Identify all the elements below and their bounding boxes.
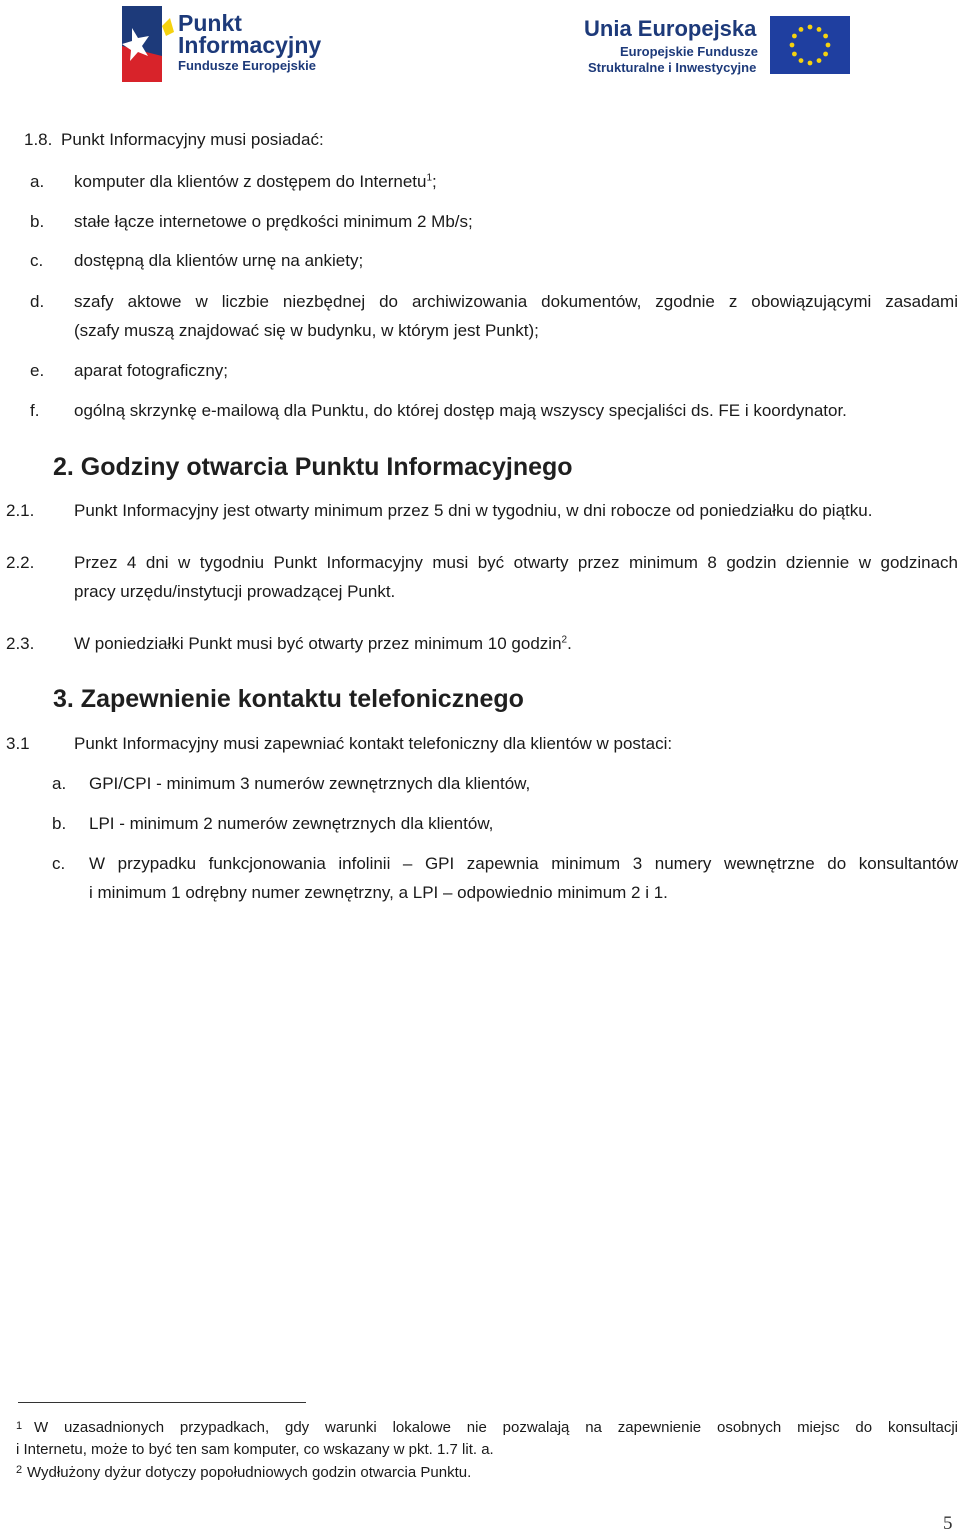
list-item: aparat fotograficzny; bbox=[74, 361, 229, 380]
item-letter: c. bbox=[30, 251, 44, 270]
section-1-8-text: Punkt Informacyjny musi posiadać: bbox=[61, 130, 324, 149]
footnote-mark: 1 bbox=[16, 1420, 23, 1432]
item-letter: f. bbox=[30, 401, 40, 420]
item-letter: a. bbox=[30, 172, 45, 191]
item-letter: d. bbox=[30, 292, 45, 311]
list-item: W przypadku funkcjonowania infolinii – GPI zapewnia minimum 3 numery wewnętrzne do konsultantów bbox=[89, 854, 958, 873]
section-3-heading: 3. Zapewnienie kontaktu telefonicznego bbox=[53, 685, 524, 713]
section-2-heading: 2. Godziny otwarcia Punktu Informacyjnego bbox=[53, 453, 573, 481]
footnote-text: Wydłużony dyżur dotyczy popołudniowych godzin otwarcia Punktu. bbox=[27, 1464, 472, 1481]
item-number: 2.2. bbox=[6, 553, 35, 572]
eu-flag-icon bbox=[770, 16, 850, 74]
item-number: 2.1. bbox=[6, 501, 35, 520]
logo-line1: Punkt bbox=[178, 10, 242, 36]
item-letter: b. bbox=[52, 814, 67, 833]
footnote-text: W uzasadnionych przypadkach, gdy warunki lokalowe nie pozwalają na zapewnienie osobnych miejsc do konsultacji bbox=[34, 1419, 958, 1436]
logo-line3: Fundusze Europejskie bbox=[178, 58, 316, 73]
list-item: komputer dla klientów z dostępem do Internetu$^1$; bbox=[74, 172, 437, 191]
list-item: Przez 4 dni w tygodniu Punkt Informacyjny musi być otwarty przez minimum 8 godzin dziennie w godzinach bbox=[74, 553, 958, 572]
item-number: 3.1 bbox=[6, 734, 30, 753]
item-letter: c. bbox=[52, 854, 66, 873]
ue-line1: Europejskie Fundusze bbox=[620, 44, 758, 59]
list-item: dostępną dla klientów urnę na ankiety; bbox=[74, 251, 364, 270]
ue-title: Unia Europejska bbox=[584, 16, 757, 41]
item-letter: a. bbox=[52, 774, 67, 793]
list-item-continued: i minimum 1 odrębny numer zewnętrzny, a LPI – odpowiednio minimum 2 i 1. bbox=[89, 883, 668, 902]
footnote-separator bbox=[18, 1402, 306, 1403]
star-flag-icon bbox=[122, 6, 174, 82]
list-item: Punkt Informacyjny jest otwarty minimum przez 5 dni w tygodniu, w dni robocze od poniedziałku do piątku. bbox=[74, 501, 873, 520]
list-item-continued: pracy urzędu/instytucji prowadzącej Punkt. bbox=[74, 582, 396, 601]
list-item: LPI - minimum 2 numerów zewnętrznych dla klientów, bbox=[89, 814, 494, 833]
list-item-continued: (szafy muszą znajdować się w budynku, w którym jest Punkt); bbox=[74, 321, 539, 340]
list-item: W poniedziałki Punkt musi być otwarty przez minimum 10 godzin$^2$. bbox=[74, 634, 572, 653]
item-letter: e. bbox=[30, 361, 45, 380]
item-number: 2.3. bbox=[6, 634, 35, 653]
page-number: 5 bbox=[943, 1513, 953, 1534]
logo-line2: Informacyjny bbox=[178, 32, 322, 58]
item-letter: b. bbox=[30, 212, 45, 231]
ue-line2: Strukturalne i Inwestycyjne bbox=[588, 60, 757, 75]
list-item: szafy aktowe w liczbie niezbędnej do archiwizowania dokumentów, zgodnie z obowiązującymi zasadami bbox=[74, 292, 958, 311]
section-1-8-number: 1.8. bbox=[24, 130, 53, 149]
unia-europejska-logo bbox=[584, 14, 854, 79]
list-item: stałe łącze internetowe o prędkości minimum 2 Mb/s; bbox=[74, 212, 473, 231]
list-item: ogólną skrzynkę e-mailową dla Punktu, do której dostęp mają wszyscy specjaliści ds. FE i koordynator. bbox=[74, 401, 847, 420]
punkt-informacyjny-logo bbox=[122, 4, 322, 84]
footnote-mark: 2 bbox=[16, 1464, 23, 1476]
list-item: GPI/CPI - minimum 3 numerów zewnętrznych dla klientów, bbox=[89, 774, 531, 793]
footnote-text-continued: i Internetu, może to być ten sam komputer, co wskazany w pkt. 1.7 lit. a. bbox=[16, 1441, 494, 1458]
section-3-1-text: Punkt Informacyjny musi zapewniać kontakt telefoniczny dla klientów w postaci: bbox=[74, 734, 673, 753]
